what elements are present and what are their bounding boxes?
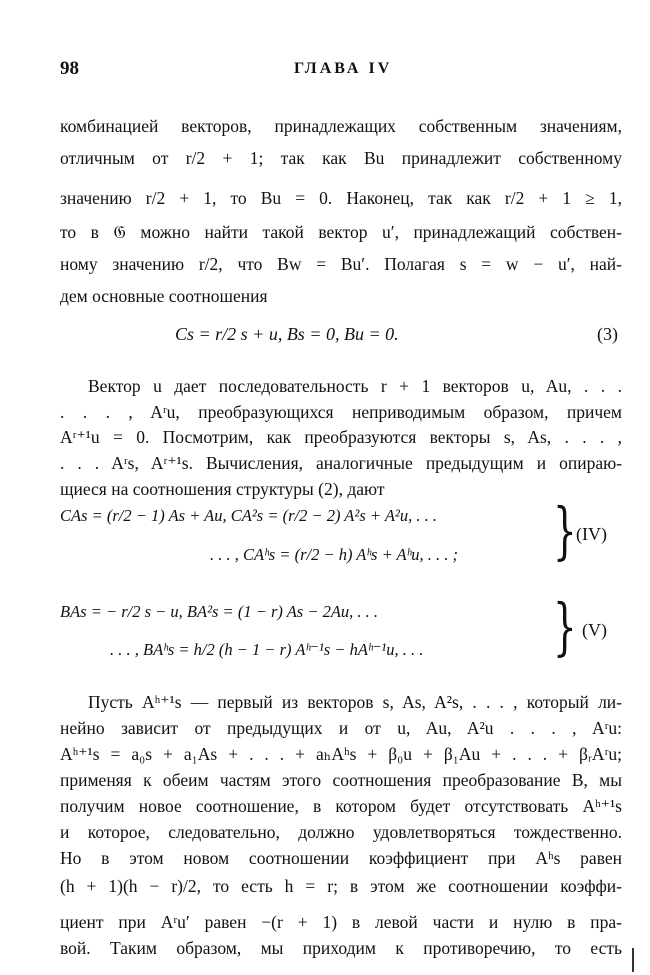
equation-label: (V): [582, 620, 607, 640]
text-line: применяя к обеим частям этого соотношения преобразование B, мы: [60, 770, 622, 790]
text-line: Вектор u дает последовательность r + 1 векторов u, Au, . . .: [88, 376, 622, 396]
text-line: дем основные соотношения: [60, 286, 268, 306]
text-line: значению r/2 + 1, то Bu = 0. Наконец, так как r/2 + 1 ≥ 1,: [60, 188, 622, 208]
text-line: . . . , Aʳu, преобразующихся неприводимым образом, причем: [60, 402, 622, 422]
text-line: Но в этом новом соотношении коэффициент при Aʰs равен: [60, 848, 622, 868]
text-line: циент при Aʳu′ равен −(r + 1) в левой части и нулю в пра-: [60, 912, 622, 932]
equation-number: (3): [597, 324, 618, 344]
text-line: (h + 1)(h − r)/2, то есть h = r; в этом же соотношении коэффи-: [60, 876, 622, 896]
text-line: нейно зависит от предыдущих и от u, Au, A²u . . . , Aʳu:: [60, 718, 622, 738]
equation-3: Cs = r/2 s + u, Bs = 0, Bu = 0.: [175, 324, 399, 344]
equation-IV-line-2: . . . , CAʰs = (r/2 − h) Aʰs + Aʰu, . . . ;: [210, 545, 459, 564]
text-line: Пусть Aʰ⁺¹s — первый из векторов s, As, A²s, . . . , который ли-: [88, 692, 622, 712]
text-line: ному значению r/2, что Bw = Bu′. Полагая s = w − u′, най-: [60, 254, 622, 274]
text-line: отличным от r/2 + 1; так как Bu принадлежит собственному: [60, 148, 622, 168]
equation-label: (IV): [576, 524, 607, 544]
text-line: Aʳ⁺¹u = 0. Посмотрим, как преобразуются векторы s, As, . . . ,: [60, 427, 622, 447]
text-line: щиеся на соотношения структуры (2), дают: [60, 479, 385, 499]
text-line: Aʰ⁺¹s = a₀s + a₁As + . . . + aₕAʰs + β₀u + β₁Au + . . . + βᵣAʳu;: [60, 744, 622, 764]
text-line: и которое, следовательно, должно удовлетворяться тождественно.: [60, 822, 622, 842]
equation-V-line-2: . . . , BAʰs = h/2 (h − 1 − r) Aʰ⁻¹s − hAʰ⁻¹u, . . .: [110, 640, 424, 659]
text-line: . . . Aʳs, Aʳ⁺¹s. Вычисления, аналогичные предыдущим и опираю-: [60, 453, 622, 473]
equation-IV-line-1: CAs = (r/2 − 1) As + Au, CA²s = (r/2 − 2) A²s + A²u, . . .: [60, 506, 437, 525]
chapter-title: ГЛАВА IV: [294, 60, 393, 77]
equation-V-line-1: BAs = − r/2 s − u, BA²s = (1 − r) As − 2Au, . . .: [60, 602, 379, 621]
page-number: 98: [60, 58, 79, 79]
text-line: вой. Таким образом, мы приходим к противоречию, то есть: [60, 938, 622, 958]
text-line: получим новое соотношение, в котором будет отсутствовать Aʰ⁺¹s: [60, 796, 622, 816]
text-line: комбинацией векторов, принадлежащих собственным значениям,: [60, 116, 622, 136]
right-brace-icon: }: [553, 590, 577, 663]
running-head: [60, 58, 620, 84]
margin-mark: [632, 948, 634, 972]
text-line: то в 𝔊 можно найти такой вектор u′, принадлежащий собствен-: [60, 222, 622, 242]
right-brace-icon: }: [553, 494, 577, 567]
